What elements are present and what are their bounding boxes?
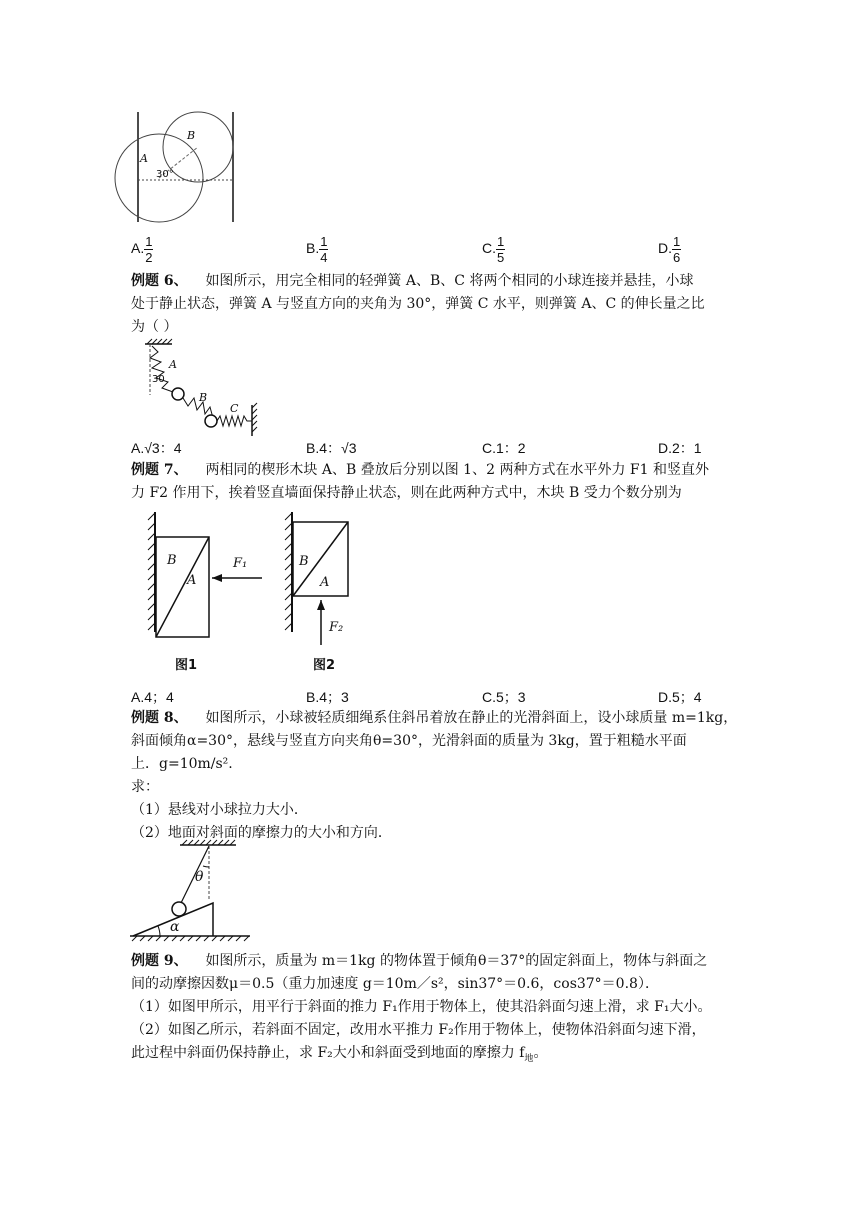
q8-alpha-label: α — [170, 919, 180, 935]
q7-fig2-label-a: A — [320, 575, 330, 590]
q8-line3: 上．g=10m/s². — [131, 756, 233, 772]
q8-line5: （1）悬线对小球拉力大小． — [131, 802, 308, 818]
q9-line2: 间的动摩擦因数μ＝0.5（重力加速度 g＝10m／s²，sin37°＝0.6，cos37°＝0.8）． — [131, 976, 659, 992]
q8-line6: （2）地面对斜面的摩擦力的大小和方向． — [131, 825, 392, 841]
q6-line2: 处于静止状态，弹簧 A 与竖直方向的夹角为 30°，弹簧 C 水平，则弹簧 A、C 的伸长量之比 — [131, 296, 705, 312]
q7-option-d[interactable]: D.5；4 — [658, 689, 702, 705]
q9-line4: （2）如图乙所示，若斜面不固定，改用水平推力 F₂作用于物体上，使物体沿斜面匀速下滑， — [131, 1022, 706, 1038]
q7-fig1-label-b: B — [167, 553, 177, 568]
q5-option-c[interactable]: C. $\frac{1}{5}$ — [482, 234, 505, 265]
q5-angle-label: 30° — [156, 169, 174, 180]
q6-label-a: A — [169, 358, 177, 371]
q6-option-d[interactable]: D.2：1 — [658, 440, 702, 456]
q9-line3: （1）如图甲所示，用平行于斜面的推力 F₁作用于物体上，使其沿斜面匀速上滑，求 F₁大小。 — [131, 999, 712, 1015]
q6-label-b: B — [199, 391, 208, 404]
q6-option-b[interactable]: B.4：√3 — [306, 440, 357, 456]
q6-option-c[interactable]: C.1：2 — [482, 440, 526, 456]
q5-option-d[interactable]: D. $\frac{1}{6}$ — [658, 234, 681, 265]
q6-angle-label: 30 — [152, 374, 165, 385]
q8-line1: 例题 8、 如图所示，小球被轻质细绳系住斜吊着放在静止的光滑斜面上，设小球质量 m=1kg， — [131, 710, 738, 726]
q5-label-a: A — [140, 152, 148, 165]
q9-line5: 此过程中斜面仍保持静止，求 F₂大小和斜面受到地面的摩擦力 $f_地$。 — [131, 1045, 548, 1064]
q6-line1: 例题 6、 如图所示，用完全相同的轻弹簧 A、B、C 将两个相同的小球连接并悬挂，小球 — [131, 273, 694, 289]
q7-fig1-label-a: A — [187, 573, 197, 588]
q7-option-c[interactable]: C.5；3 — [482, 689, 526, 705]
q5-option-a[interactable]: A. $\frac{1}{2}$ — [131, 234, 153, 265]
q7-fig2-caption: 图2 — [313, 658, 336, 673]
q6-line3: 为（ ） — [131, 319, 178, 335]
q5-option-b[interactable]: B. $\frac{1}{4}$ — [306, 234, 328, 265]
q8-line4: 求： — [131, 779, 159, 795]
q7-line1: 例题 7、 两相同的楔形木块 A、B 叠放后分别以图 1、2 两种方式在水平外力 F1 和竖直外 — [131, 462, 709, 478]
q6-label-c: C — [230, 402, 239, 415]
q7-option-a[interactable]: A.4；4 — [131, 689, 174, 705]
q6-option-a[interactable]: A.√3：4 — [131, 440, 182, 456]
q7-fig1-f1: F₁ — [233, 556, 248, 571]
q7-line2: 力 F2 作用下，挨着竖直墙面保持静止状态，则在此两种方式中，木块 B 受力个数分别为 — [131, 485, 682, 501]
q8-theta-label: θ — [195, 869, 204, 885]
q9-line1: 例题 9、 如图所示，质量为 m＝1kg 的物体置于倾角θ＝37°的固定斜面上，物体与斜面之 — [131, 953, 708, 969]
q7-fig1-caption: 图1 — [175, 658, 198, 673]
q7-fig2-label-b: B — [299, 554, 309, 569]
q5-label-b: B — [187, 129, 196, 142]
q7-fig2-f2: F₂ — [329, 620, 344, 635]
q8-line2: 斜面倾角α=30°，悬线与竖直方向夹角θ=30°，光滑斜面的质量为 3kg，置于粗糙水平面 — [131, 733, 687, 749]
q7-option-b[interactable]: B.4；3 — [306, 689, 349, 705]
